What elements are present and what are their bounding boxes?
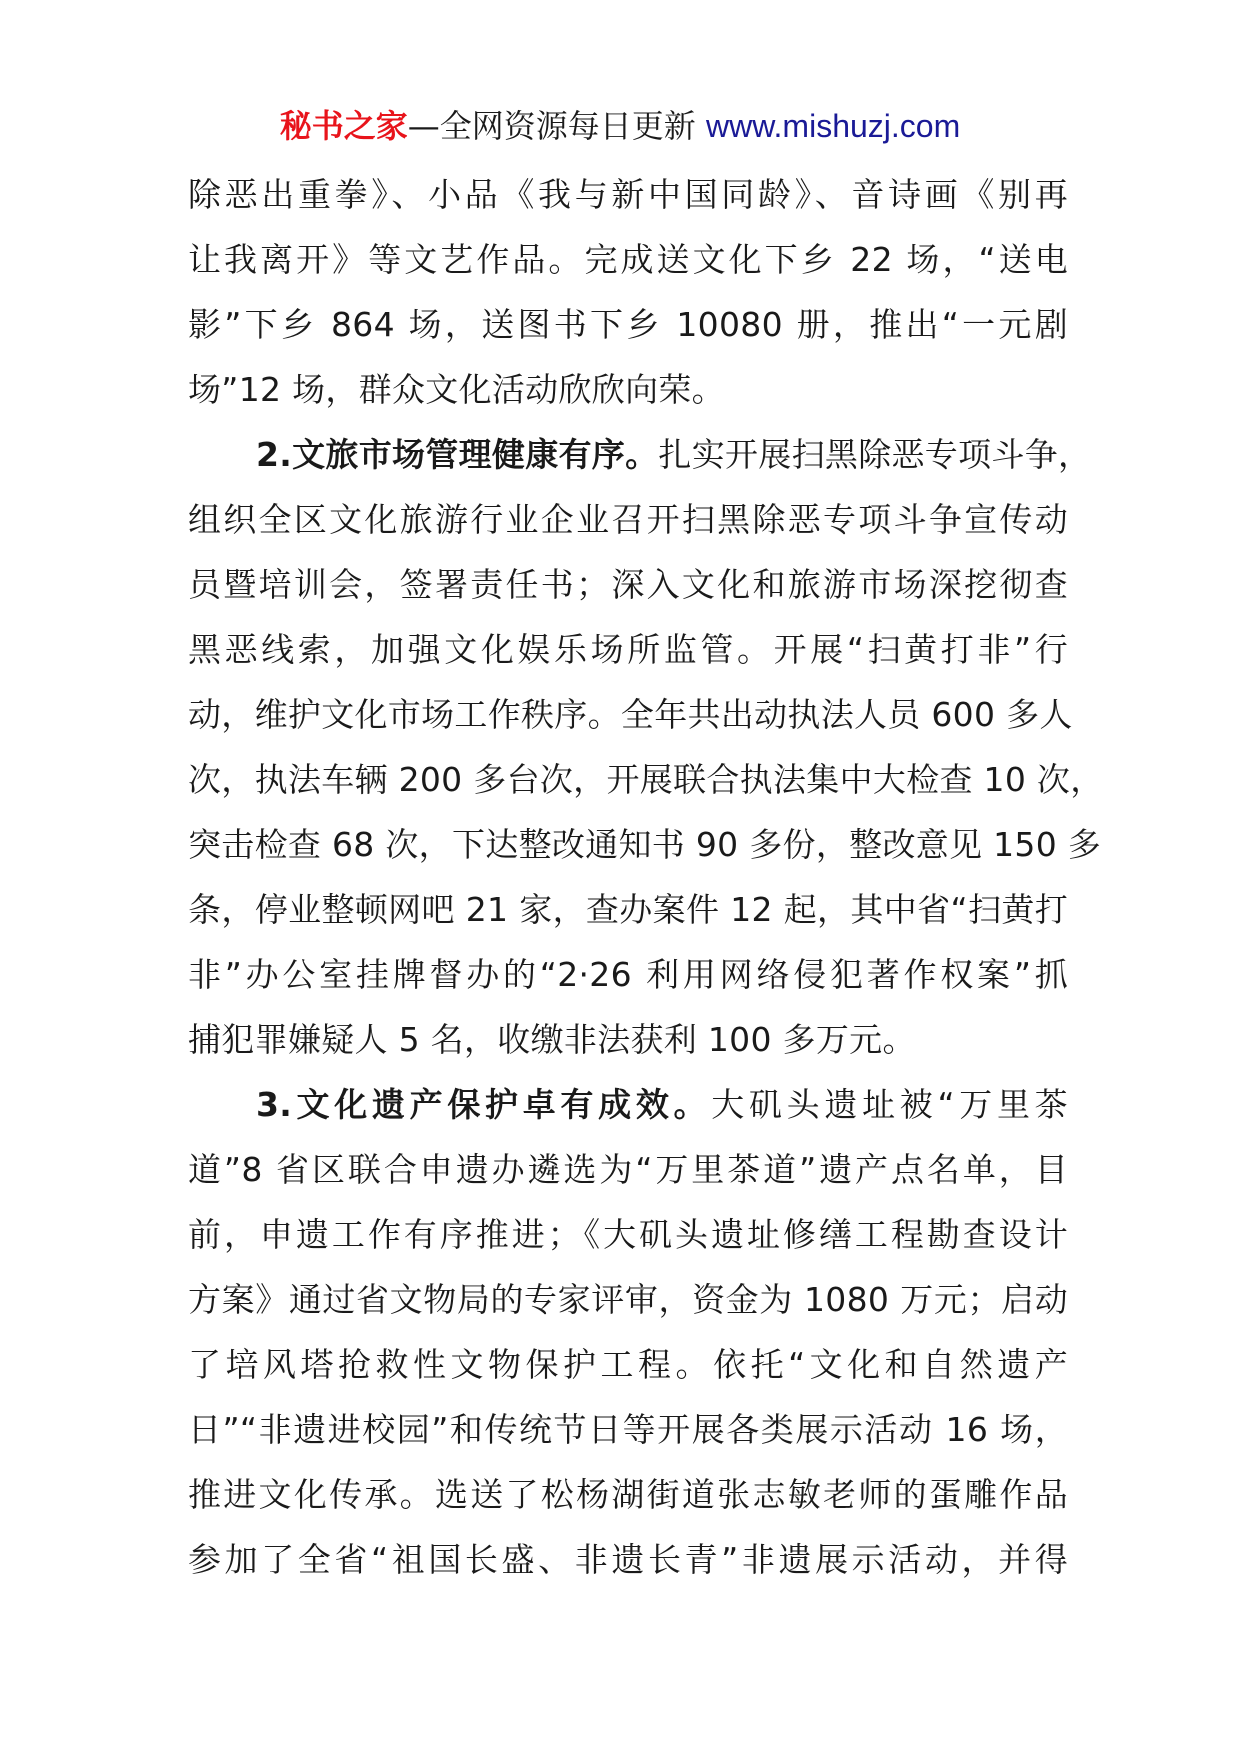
text-line: 次，执法车辆 200 多台次，开展联合执法集中大检查 10 次， [188,760,1104,799]
section-3-heading: 3.文化遗产保护卓有成效。 [256,1085,712,1124]
text-line: 组织全区文化旅游行业企业召开扫黑除恶专项斗争宣传动 [188,500,1068,539]
document-body [188,162,1104,1592]
section-2-heading: 2.文旅市场管理健康有序。 [256,435,659,474]
section-2-first-line-text: 扎实开展扫黑除恶专项斗争， [658,435,1092,474]
text-line: 除恶出重拳》、小品《我与新中国同龄》、音诗画《别再 [188,175,1068,214]
text-line: 场”12 场，群众文化活动欣欣向荣。 [188,370,725,409]
text-line: 推进文化传承。选送了松杨湖街道张志敏老师的蛋雕作品 [188,1475,1068,1514]
text-line: 了培风塔抢救性文物保护工程。依托“文化和自然遗产 [188,1345,1068,1384]
text-line: 动，维护文化市场工作秩序。全年共出动执法人员 600 多人 [188,695,1073,734]
header-tagline: —全网资源每日更新 [407,107,696,145]
text-line: 捕犯罪嫌疑人 5 名，收缴非法获利 100 多万元。 [188,1020,916,1059]
text-line: 方案》通过省文物局的专家评审，资金为 1080 万元；启动 [188,1280,1068,1319]
site-header [0,104,1240,148]
text-line: 非”办公室挂牌督办的“2·26 利用网络侵犯著作权案”抓 [188,955,1068,994]
text-line: 条，停业整顿网吧 21 家，查办案件 12 起，其中省“扫黄打 [188,890,1068,929]
text-line: 日”“非遗进校园”和传统节日等开展各类展示活动 16 场， [188,1410,1068,1449]
text-line: 前，申遗工作有序推进；《大矶头遗址修缮工程勘查设计 [188,1215,1068,1254]
site-url-link[interactable]: www.mishuzj.com [705,108,961,144]
text-line: 黑恶线索，加强文化娱乐场所监管。开展“扫黄打非”行 [188,630,1068,669]
text-line: 让我离开》等文艺作品。完成送文化下乡 22 场，“送电 [188,240,1068,279]
text-line: 突击检查 68 次，下达整改通知书 90 多份，整改意见 150 多 [188,825,1102,864]
section-2-first-line [188,422,1092,487]
brand-name: 秘书之家 [279,107,408,145]
section-3-first-line-text: 大矶头遗址被“万里茶 [711,1085,1068,1124]
text-line: 道”8 省区联合申遗办遴选为“万里茶道”遗产点名单，目 [188,1150,1068,1189]
section-3-first-line [188,1072,1068,1137]
text-line: 参加了全省“祖国长盛、非遗长青”非遗展示活动，并得 [188,1540,1068,1579]
text-line: 员暨培训会，签署责任书；深入文化和旅游市场深挖彻查 [188,565,1068,604]
text-line: 影”下乡 864 场，送图书下乡 10080 册，推出“一元剧 [188,305,1068,344]
